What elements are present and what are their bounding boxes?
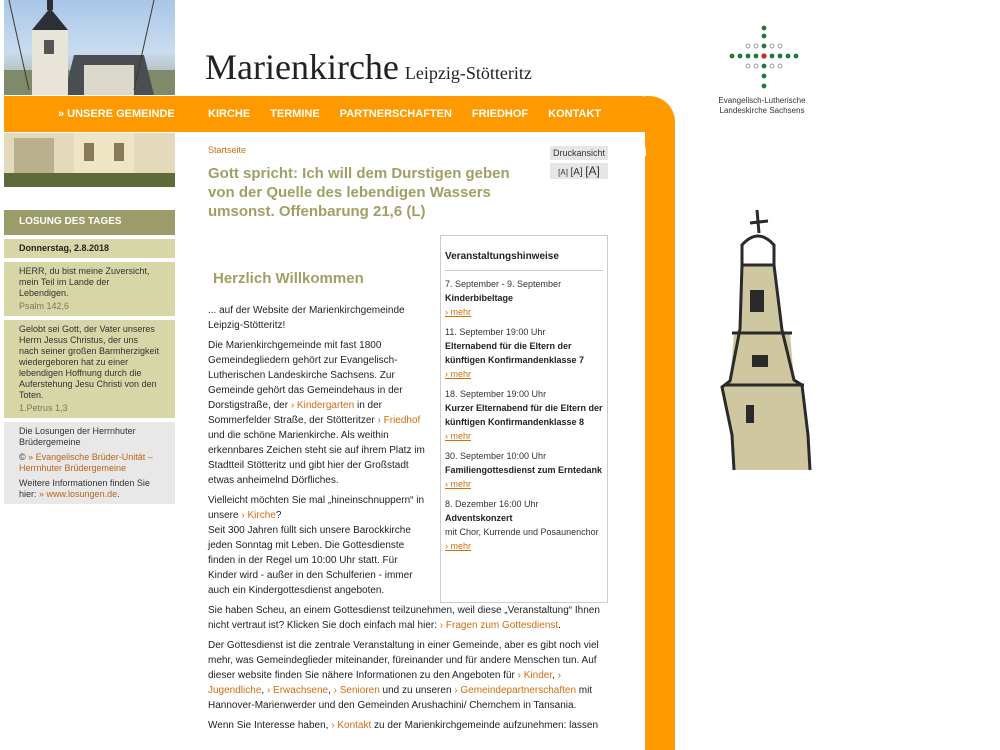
losung-info xyxy=(4,422,175,504)
welcome-heading: Herzlich Willkommen xyxy=(213,270,364,287)
page-headline: Gott spricht: Ich will dem Durstigen geben von der Quelle des lebendigen Wassers umsonst. Offenbarung 21,6 (L) xyxy=(208,165,510,220)
event-more-link[interactable]: › mehr xyxy=(445,369,472,379)
nav-partnerschaften[interactable]: PARTNERSCHAFTEN xyxy=(339,108,452,120)
logo-line-2: Landeskirche Sachsens xyxy=(719,106,805,115)
losung-date: Donnerstag, 2.8.2018 xyxy=(4,239,175,258)
copyright-symbol: © xyxy=(19,452,26,462)
main-nav xyxy=(208,108,621,120)
losung-verse-1 xyxy=(4,262,175,316)
font-size-medium[interactable]: [A] xyxy=(570,167,583,178)
verse-1-text: HERR, du bist meine Zuversicht, mein Teil im Lande der Lebendigen. xyxy=(19,266,150,298)
bruederunitaet-link[interactable]: » Evangelische Brüder-Unität – Herrnhuter Brüdergemeine xyxy=(19,452,153,473)
kinder-link[interactable]: › Kinder xyxy=(517,670,553,681)
nav-unsere-gemeinde[interactable]: » UNSERE GEMEINDE xyxy=(58,108,175,120)
event-date: 18. September 19:00 Uhr xyxy=(445,389,547,399)
intro-text xyxy=(208,303,428,603)
kindergarten-link[interactable]: › Kindergarten xyxy=(290,400,355,411)
logo-line-1: Evangelisch-Lutherische xyxy=(718,96,806,105)
p5-text-a: Sie haben Scheu, an einem Gottesdienst teilzunehmen, weil diese „Veranstaltung“ Ihnen nicht vertraut ist? Klicken Sie doch einfach mal hier: xyxy=(208,605,600,631)
church-photo-top xyxy=(4,0,175,95)
orange-frame-right xyxy=(645,96,675,750)
p6-text-a: Der Gottesdienst ist die zentrale Veranstaltung in einer Gemeinde, aber es gibt noch viel mehr, was Gemeindeglieder miteinander, füreinander und für andere Menschen tun. Auf dieser website finden Sie nähere Informationen zu den Angeboten für xyxy=(208,640,599,681)
event-name: Familiengottesdienst zum Erntedank xyxy=(445,465,603,475)
p3-text-a: Vielleicht möchten Sie mal „hineinschnuppern“ in unsere xyxy=(208,495,425,521)
print-controls xyxy=(550,146,608,179)
senioren-link[interactable]: › Senioren xyxy=(333,685,380,696)
intro-p7 xyxy=(208,718,608,733)
kontakt-link[interactable]: › Kontakt xyxy=(331,720,372,731)
event-name: Kurzer Elternabend für die Eltern der künftigen Konfirmandenklasse 8 xyxy=(445,403,603,427)
event-date: 7. September - 9. September xyxy=(445,279,562,289)
p6-text-f: mit Hannover-Marienwerder und den Gemeinden Arushachini/ Chemchem in Tansania. xyxy=(208,685,593,711)
losung-heading: LOSUNG DES TAGES xyxy=(4,210,175,235)
events-title: Veranstaltungshinweise xyxy=(445,250,603,271)
font-size-large[interactable]: [A] xyxy=(585,164,600,178)
losung-more-info xyxy=(19,478,160,500)
p2-text-a: Die Marienkirchgemeinde mit fast 1800 Gemeindegliedern gehört zur Evangelisch-Lutherischen Landeskirche Sachsens. Zur Gemeinde gehört das Gemeindehaus in der Dorstigstraße, der xyxy=(208,340,403,411)
nav-kirche[interactable]: KIRCHE xyxy=(208,108,251,120)
p2-text-c: und die schöne Marienkirche. Als weithin erkennbares Zeichen steht sie auf ihrem Platz im Stadtteil Stötteritz und gibt hier der Großstadt etwas anheimelnd Dörfliches. xyxy=(208,430,425,486)
intro-p4: Seit 300 Jahren füllt sich unsere Barockkirche jeden Sonntag mit Leben. Die Gottesdienste finden in der Regel um 10:00 Uhr statt. Für Kinder wird - außer in den Schulferien - immer auch ein Kindergottesdienst angeboten. xyxy=(208,525,413,596)
church-photo-bottom xyxy=(4,133,175,187)
event-more-link[interactable]: › mehr xyxy=(445,431,472,441)
p6-text-c: , xyxy=(261,685,267,696)
event-desc: mit Chor, Kurrende und Posaunenchor xyxy=(445,527,599,537)
site-title-sub: Leipzig-Stötteritz xyxy=(404,63,532,83)
losung-verse-2 xyxy=(4,320,175,418)
intro-p6 xyxy=(208,638,608,713)
event-name: Adventskonzert xyxy=(445,513,513,523)
erwachsene-link[interactable]: › Erwachsene xyxy=(266,685,329,696)
event-item xyxy=(445,277,603,319)
nav-termine[interactable]: TERMINE xyxy=(270,108,320,120)
losung-sidebar xyxy=(4,210,175,504)
event-item xyxy=(445,449,603,491)
intro-p3 xyxy=(208,493,428,523)
gemeindepartnerschaften-link[interactable]: › Gemeindepartnerschaften xyxy=(454,685,577,696)
p7-text-b: zu der Marienkirchgemeinde aufzunehmen: lassen xyxy=(371,720,599,731)
p6-text-d: , xyxy=(328,685,334,696)
p7-text-a: Wenn Sie Interesse haben, xyxy=(208,720,332,731)
print-view-button[interactable]: Druckansicht xyxy=(550,146,608,160)
losung-info-text: Die Losungen der Herrnhuter Brüdergemeine xyxy=(19,426,136,447)
site-title-main: Marienkirche xyxy=(205,47,399,87)
p5-text-b: . xyxy=(558,620,561,631)
intro-p1: ... auf der Website der Marienkirchgemeinde Leipzig-Stötteritz! xyxy=(208,305,405,331)
steeple-illustration-icon xyxy=(712,205,822,475)
verse-2-text: Gelobt sei Gott, der Vater unseres Herrn Jesus Christus, der uns nach seiner großen Barmherzigkeit wiedergeboren hat zu einer lebendigen Hoffnung durch die Auferstehung Jesu Christi von den Toten. xyxy=(19,324,160,400)
p2-text-b: in der Sommerfelder Straße, der Stötteritzer xyxy=(208,400,382,426)
kirche-link[interactable]: › Kirche xyxy=(241,510,276,521)
church-tower-illustration xyxy=(4,0,175,95)
events-box xyxy=(440,235,608,603)
event-item xyxy=(445,325,603,381)
event-item xyxy=(445,387,603,443)
frame-inner-curve xyxy=(622,132,646,156)
font-size-small[interactable]: [A] xyxy=(558,168,568,177)
event-more-link[interactable]: › mehr xyxy=(445,541,472,551)
jugendliche-link[interactable]: › Jugendliche xyxy=(208,670,562,696)
more-info-end: . xyxy=(117,489,120,499)
intro-p5 xyxy=(208,603,608,633)
breadcrumb-startseite[interactable]: Startseite xyxy=(208,145,247,155)
fragen-gottesdienst-link[interactable]: › Fragen zum Gottesdienst xyxy=(439,620,559,631)
losungen-website-link[interactable]: » www.losungen.de xyxy=(39,489,118,499)
verse-2-ref: 1.Petrus 1,3 xyxy=(19,403,68,413)
event-date: 30. September 10:00 Uhr xyxy=(445,451,547,461)
church-facade-illustration xyxy=(4,133,175,187)
landeskirche-logo-text xyxy=(712,96,812,116)
event-more-link[interactable]: › mehr xyxy=(445,307,472,317)
event-more-link[interactable]: › mehr xyxy=(445,479,472,489)
friedhof-link[interactable]: › Friedhof xyxy=(377,415,421,426)
font-size-switcher xyxy=(550,163,608,179)
event-item xyxy=(445,497,603,553)
more-info-text: Weitere Informationen finden Sie hier: xyxy=(19,478,150,499)
event-date: 11. September 19:00 Uhr xyxy=(445,327,546,337)
site-title xyxy=(205,46,532,88)
event-name: Elternabend für die Eltern der künftigen Konfirmandenklasse 7 xyxy=(445,341,585,365)
p6-text-b: , xyxy=(552,670,558,681)
event-name: Kinderbibeltage xyxy=(445,293,514,303)
main-text-wide xyxy=(208,603,608,738)
p6-text-e: und zu unseren xyxy=(379,685,455,696)
nav-kontakt[interactable]: KONTAKT xyxy=(548,108,602,120)
p3-text-b: ? xyxy=(275,510,282,521)
nav-friedhof[interactable]: FRIEDHOF xyxy=(471,108,529,120)
intro-p2 xyxy=(208,338,428,488)
losung-copyright xyxy=(19,452,160,474)
verse-1-ref: Psalm 142,6 xyxy=(19,301,70,311)
event-date: 8. Dezember 16:00 Uhr xyxy=(445,499,539,509)
